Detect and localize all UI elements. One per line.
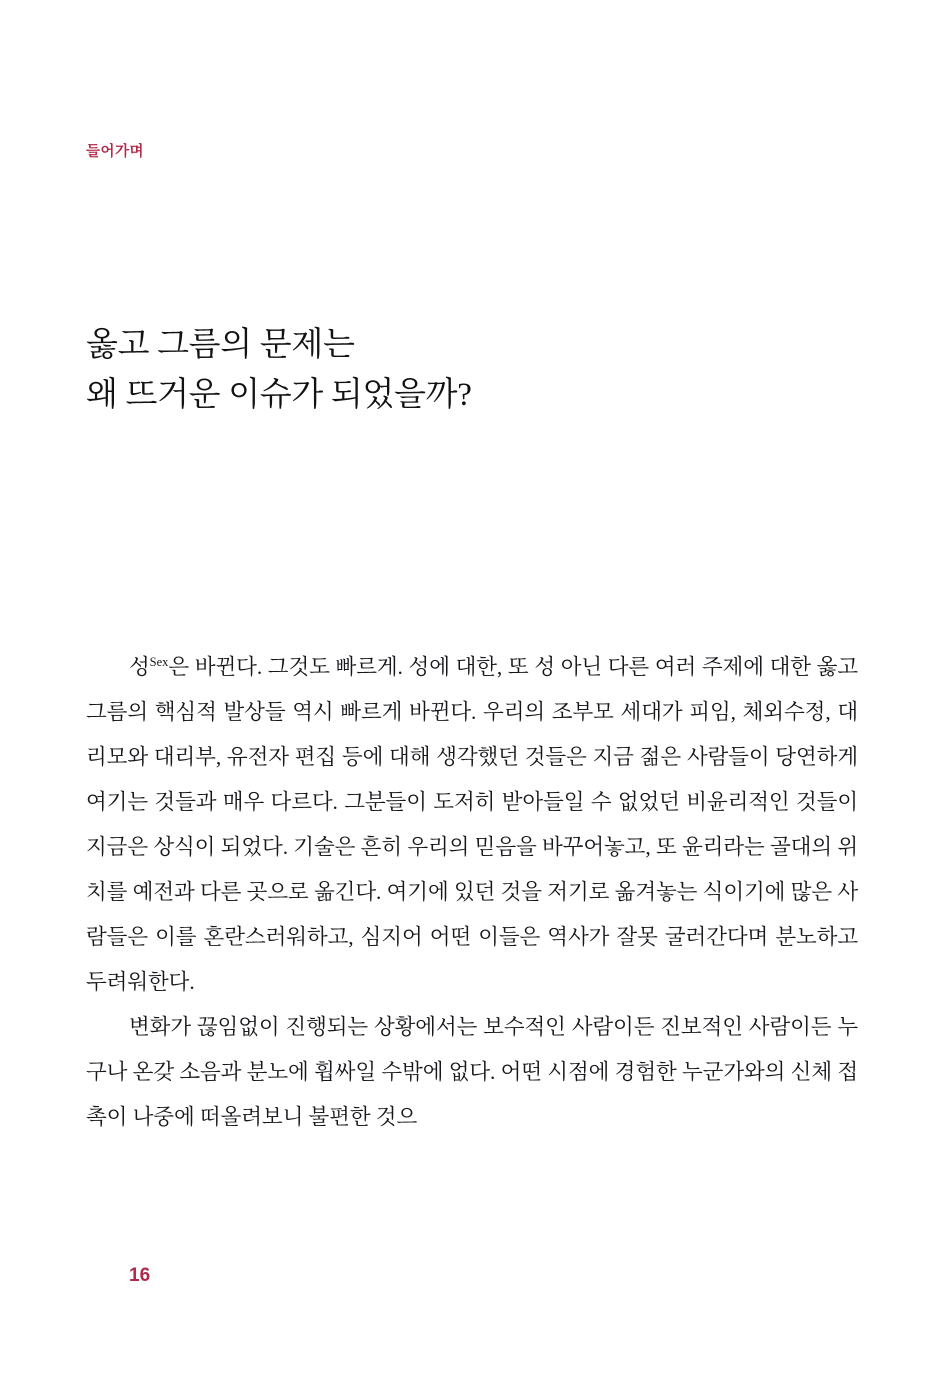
- running-head: 들어가며: [86, 144, 145, 160]
- chapter-title-line-2: 왜 뜨거운 이슈가 되었을까?: [86, 377, 472, 414]
- page-number: 16: [129, 1265, 151, 1286]
- chapter-title-line-1: 옳고 그름의 문제는: [86, 327, 355, 363]
- paragraph-2: 변화가 끊임없이 진행되는 상황에서는 보수적인 사람이든 진보적인 사람이든 누구나 온갖 소음과 분노에 휩싸일 수밖에 없다. 어떤 시점에 경험한 누군가와의 신체 접촉이 나중에 떠올려보니 불편한 것으: [86, 1015, 858, 1130]
- body-text-block: [86, 640, 858, 1140]
- paragraph-1-lead-word: 성: [129, 655, 150, 680]
- paragraph-1-superscript-gloss: Sex: [149, 655, 169, 669]
- chapter-title: [86, 320, 786, 420]
- paragraph-1: [86, 640, 858, 1005]
- paragraph-1-rest: 은 바뀐다. 그것도 빠르게. 성에 대한, 또 성 아닌 다른 여러 주제에 대한 옳고 그름의 핵심적 발상들 역시 빠르게 바뀐다. 우리의 조부모 세대가 피임, 체외수정, 대리모와 대리부, 유전자 편집 등에 대해 생각했던 것들은 지금 젊은 사람들이 당연하게 여기는 것들과 매우 다르다. 그분들이 도저히 받아들일 수 없었던 비윤리적인 것들이 지금은 상식이 되었다. 기술은 흔히 우리의 믿음을 바꾸어놓고, 또 윤리라는 골대의 위치를 예전과 다른 곳으로 옮긴다. 여기에 있던 것을 저기로 옮겨놓는 식이기에 많은 사람들은 이를 혼란스러워하고, 심지어 어떤 이들은 역사가 잘못 굴러간다며 분노하고 두려워한다.: [86, 655, 858, 995]
